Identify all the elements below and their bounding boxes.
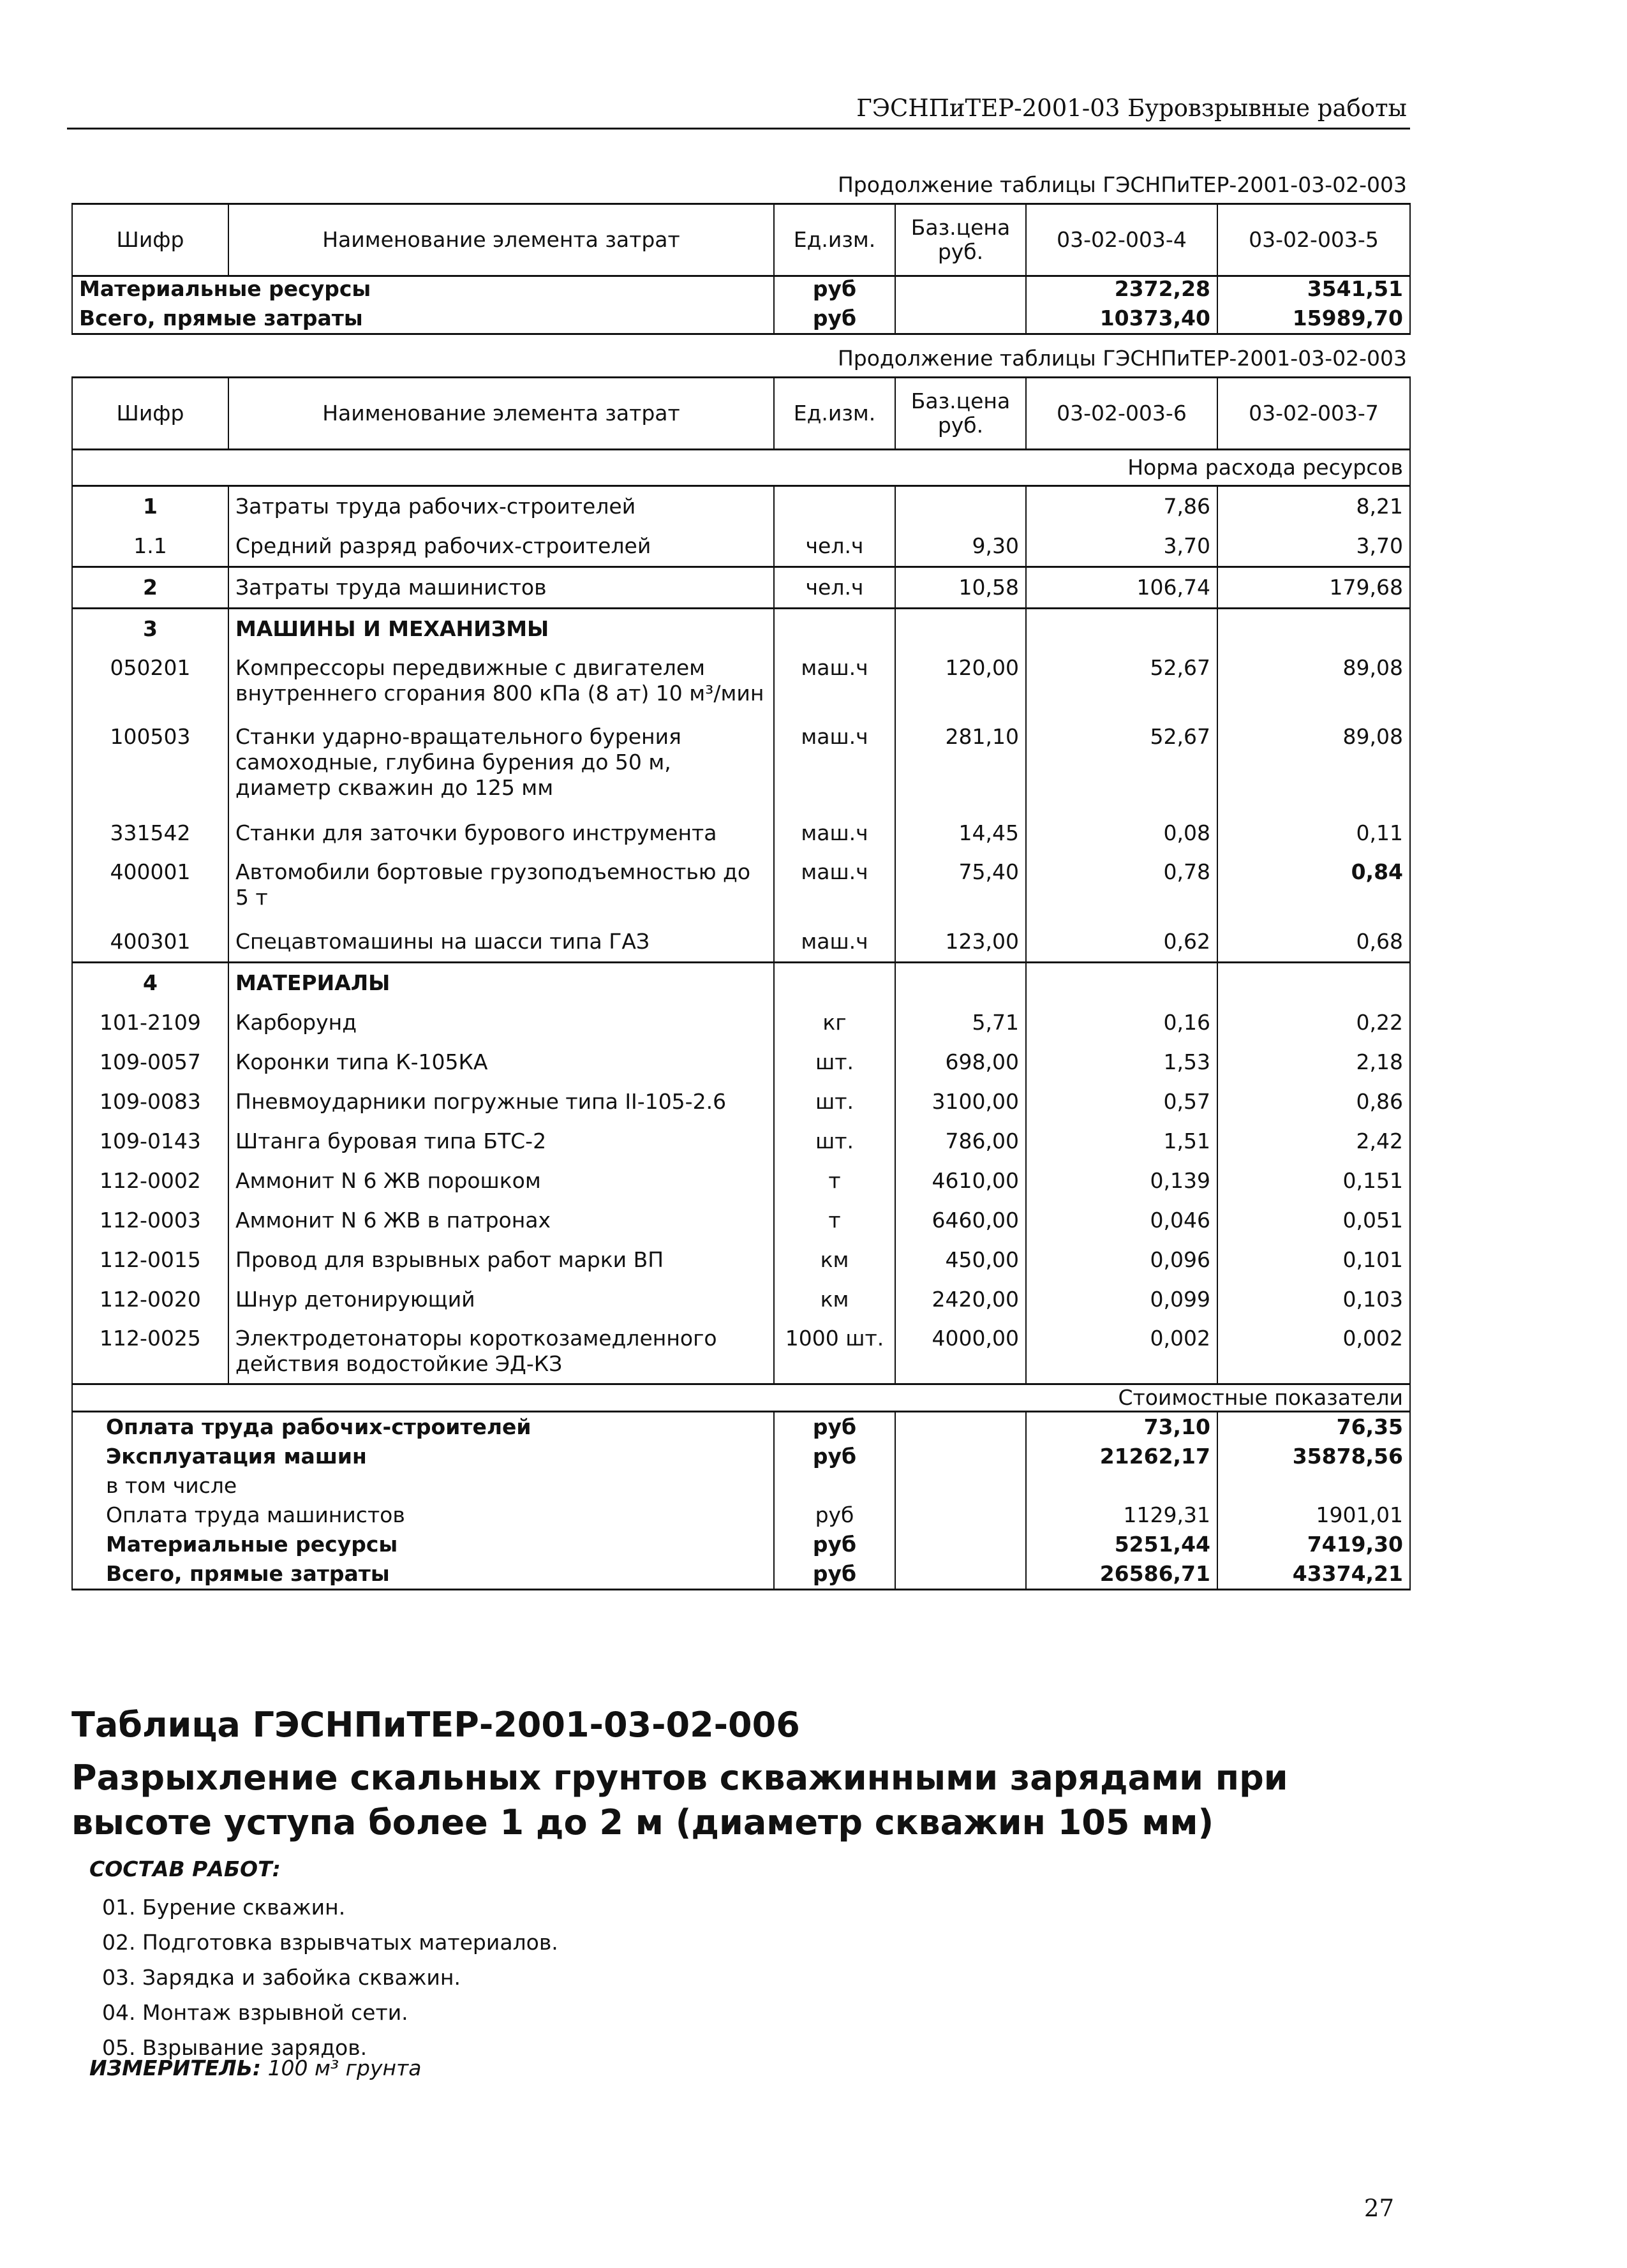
cell-value-2: 0,84 — [1217, 853, 1410, 922]
cell-unit: маш.ч — [774, 718, 895, 813]
cell-unit: руб — [774, 1559, 895, 1590]
cell-value-1: 0,16 — [1026, 1003, 1217, 1042]
cell-price — [895, 1471, 1026, 1501]
col-c1: 03-02-003-4 — [1026, 204, 1217, 276]
col-c1: 03-02-003-6 — [1026, 378, 1217, 450]
cell-unit: км — [774, 1240, 895, 1280]
table-row — [72, 486, 1410, 527]
cell-value-1: 1129,31 — [1026, 1501, 1217, 1530]
col-price: Баз.цена руб. — [895, 204, 1026, 276]
cell-name: Всего, прямые затраты — [72, 304, 774, 334]
cell-price — [895, 1559, 1026, 1590]
cell-value-2: 0,101 — [1217, 1240, 1410, 1280]
running-title: ГЭСНПиТЕР-2001-03 Буровзрывные работы — [856, 94, 1407, 122]
cell-name: Материальные ресурсы — [72, 1530, 774, 1559]
cell-unit: 1000 шт. — [774, 1319, 895, 1384]
cell-code: 4 — [72, 963, 228, 1004]
cell-unit: руб — [774, 1412, 895, 1442]
cell-name: Оплата труда рабочих-строителей — [72, 1412, 774, 1442]
table-row — [72, 1161, 1410, 1201]
cell-value-2: 3,70 — [1217, 526, 1410, 567]
cell-value-2: 179,68 — [1217, 567, 1410, 609]
cell-value-1: 0,57 — [1026, 1082, 1217, 1122]
cell-unit: шт. — [774, 1122, 895, 1161]
cell-value-1: 1,51 — [1026, 1122, 1217, 1161]
cell-price: 120,00 — [895, 649, 1026, 718]
cell-price: 450,00 — [895, 1240, 1026, 1280]
meter-line — [89, 2056, 422, 2080]
cell-unit: шт. — [774, 1042, 895, 1082]
cell-value-1: 0,002 — [1026, 1319, 1217, 1384]
cell-value-2: 89,08 — [1217, 649, 1410, 718]
cell-unit: шт. — [774, 1082, 895, 1122]
cell-price: 4000,00 — [895, 1319, 1026, 1384]
cell-value-2: 89,08 — [1217, 718, 1410, 813]
cell-price: 698,00 — [895, 1042, 1026, 1082]
table-row — [72, 922, 1410, 963]
cell-code: 3 — [72, 609, 228, 649]
cell-name: Спецавтомашины на шасси типа ГАЗ — [228, 922, 774, 963]
col-price: Баз.цена руб. — [895, 378, 1026, 450]
cost-row — [72, 1530, 1410, 1559]
cost-band: Стоимостные показатели — [72, 1384, 1410, 1412]
cell-value-1: 52,67 — [1026, 649, 1217, 718]
cell-value-1: 21262,17 — [1026, 1442, 1217, 1471]
cell-value-2: 0,68 — [1217, 922, 1410, 963]
cell-price — [895, 1530, 1026, 1559]
table-row — [72, 1280, 1410, 1319]
cell-value-1: 73,10 — [1026, 1412, 1217, 1442]
cell-name: Коронки типа К-105КА — [228, 1042, 774, 1082]
cell-name: Карборунд — [228, 1003, 774, 1042]
cell-value-2 — [1217, 963, 1410, 1004]
cell-code: 2 — [72, 567, 228, 609]
cell-price: 14,45 — [895, 813, 1026, 853]
page-number: 27 — [1363, 2195, 1394, 2222]
table-row — [72, 853, 1410, 922]
table-b-continuation: Продолжение таблицы ГЭСНПиТЕР-2001-03-02-003 — [837, 346, 1407, 371]
cell-unit: руб — [774, 1501, 895, 1530]
cell-unit: т — [774, 1161, 895, 1201]
table-row — [72, 718, 1410, 813]
cell-code: 109-0083 — [72, 1082, 228, 1122]
cell-value-1: 0,099 — [1026, 1280, 1217, 1319]
cell-unit — [774, 963, 895, 1004]
cell-value-1: 0,78 — [1026, 853, 1217, 922]
table-row — [72, 567, 1410, 609]
cell-name: Станки ударно-вращательного бурения самоходные, глубина бурения до 50 м, диаметр скважин до 125 мм — [228, 718, 774, 813]
table-a-body — [71, 274, 1411, 335]
cell-code: 109-0057 — [72, 1042, 228, 1082]
work-item: 05. Взрывание зарядов. — [102, 2035, 368, 2060]
cell-price — [895, 1412, 1026, 1442]
work-item: 04. Монтаж взрывной сети. — [102, 2000, 408, 2025]
cell-unit: маш.ч — [774, 813, 895, 853]
table-row — [72, 1201, 1410, 1240]
cell-value-2: 2,18 — [1217, 1042, 1410, 1082]
table-row — [72, 1240, 1410, 1280]
cell-name: в том числе — [72, 1471, 774, 1501]
cell-unit: руб — [774, 1442, 895, 1471]
cell-value-1: 1,53 — [1026, 1042, 1217, 1082]
cell-value-2: 35878,56 — [1217, 1442, 1410, 1471]
cell-unit: маш.ч — [774, 922, 895, 963]
cell-unit: чел.ч — [774, 526, 895, 567]
table-a-header-row — [72, 204, 1410, 276]
cell-value-1 — [1026, 1471, 1217, 1501]
cell-value-1 — [1026, 963, 1217, 1004]
work-item: 01. Бурение скважин. — [102, 1895, 346, 1920]
cell-value-1: 106,74 — [1026, 567, 1217, 609]
cell-unit: маш.ч — [774, 649, 895, 718]
meter-label: ИЗМЕРИТЕЛЬ: — [89, 2056, 262, 2080]
works-list — [102, 1890, 558, 2065]
table-row — [72, 1003, 1410, 1042]
cell-price — [895, 609, 1026, 649]
table-b-header-row — [72, 378, 1410, 450]
cell-name: Электродетонаторы короткозамедленного действия водостойкие ЭД-КЗ — [228, 1319, 774, 1384]
cell-price — [895, 1501, 1026, 1530]
cell-unit: км — [774, 1280, 895, 1319]
cell-name: Средний разряд рабочих-строителей — [228, 526, 774, 567]
col-name: Наименование элемента затрат — [228, 378, 774, 450]
cell-name: МАШИНЫ И МЕХАНИЗМЫ — [228, 609, 774, 649]
cell-name: Станки для заточки бурового инструмента — [228, 813, 774, 853]
cell-price — [895, 304, 1026, 334]
cell-name: Эксплуатация машин — [72, 1442, 774, 1471]
cell-price — [895, 1442, 1026, 1471]
col-c2: 03-02-003-7 — [1217, 378, 1410, 450]
cell-value-2 — [1217, 609, 1410, 649]
cell-name: Аммонит N 6 ЖВ в патронах — [228, 1201, 774, 1240]
cell-name: Материальные ресурсы — [72, 274, 774, 304]
table-row — [72, 1082, 1410, 1122]
cell-price: 5,71 — [895, 1003, 1026, 1042]
cell-name: Аммонит N 6 ЖВ порошком — [228, 1161, 774, 1201]
cell-code: 050201 — [72, 649, 228, 718]
cell-value-2 — [1217, 1471, 1410, 1501]
cell-value-2: 0,051 — [1217, 1201, 1410, 1240]
cell-code: 400001 — [72, 853, 228, 922]
cell-unit: руб — [774, 1530, 895, 1559]
table-row — [72, 609, 1410, 649]
table-row — [72, 304, 1410, 334]
cell-price: 786,00 — [895, 1122, 1026, 1161]
cell-price: 123,00 — [895, 922, 1026, 963]
cell-name: Шнур детонирующий — [228, 1280, 774, 1319]
header-rule — [67, 128, 1410, 130]
cell-value-2: 0,86 — [1217, 1082, 1410, 1122]
cell-unit: чел.ч — [774, 567, 895, 609]
page-header — [0, 0, 1627, 128]
cell-value-1: 10373,40 — [1026, 304, 1217, 334]
cell-price: 9,30 — [895, 526, 1026, 567]
cell-code: 400301 — [72, 922, 228, 963]
cell-name: Затраты труда машинистов — [228, 567, 774, 609]
cell-price: 281,10 — [895, 718, 1026, 813]
cell-value-1: 0,139 — [1026, 1161, 1217, 1201]
cell-code: 112-0002 — [72, 1161, 228, 1201]
table-title: Таблица ГЭСНПиТЕР-2001-03-02-006 — [71, 1705, 800, 1745]
cell-value-2: 8,21 — [1217, 486, 1410, 527]
cell-unit: руб — [774, 274, 895, 304]
table-a-continuation: Продолжение таблицы ГЭСНПиТЕР-2001-03-02-003 — [837, 172, 1407, 197]
cell-value-2: 0,002 — [1217, 1319, 1410, 1384]
cell-value-2: 1901,01 — [1217, 1501, 1410, 1530]
cell-code: 100503 — [72, 718, 228, 813]
cell-value-1: 26586,71 — [1026, 1559, 1217, 1590]
col-code: Шифр — [72, 378, 228, 450]
table-row — [72, 813, 1410, 853]
table-row — [72, 963, 1410, 1004]
norm-band: Норма расхода ресурсов — [72, 450, 1410, 486]
cell-unit: маш.ч — [774, 853, 895, 922]
cell-name: Автомобили бортовые грузоподъемностью до 5 т — [228, 853, 774, 922]
table-row — [72, 526, 1410, 567]
cell-code: 109-0143 — [72, 1122, 228, 1161]
cell-name: Провод для взрывных работ марки ВП — [228, 1240, 774, 1280]
cell-value-1: 3,70 — [1026, 526, 1217, 567]
cell-price: 6460,00 — [895, 1201, 1026, 1240]
cell-name: Компрессоры передвижные с двигателем внутреннего сгорания 800 кПа (8 ат) 10 м³/мин — [228, 649, 774, 718]
meter-value: 100 м³ грунта — [267, 2056, 422, 2080]
cell-value-2: 0,11 — [1217, 813, 1410, 853]
cell-price — [895, 486, 1026, 527]
col-c2: 03-02-003-5 — [1217, 204, 1410, 276]
cell-price: 2420,00 — [895, 1280, 1026, 1319]
works-label: СОСТАВ РАБОТ: — [89, 1857, 281, 1881]
cost-band-row — [72, 1384, 1410, 1412]
cost-row — [72, 1471, 1410, 1501]
table-a — [71, 203, 1411, 277]
cell-unit: руб — [774, 304, 895, 334]
cell-unit — [774, 609, 895, 649]
cell-price — [895, 963, 1026, 1004]
cell-price: 3100,00 — [895, 1082, 1026, 1122]
cell-name: Штанга буровая типа БТС-2 — [228, 1122, 774, 1161]
cell-value-2: 43374,21 — [1217, 1559, 1410, 1590]
cost-row — [72, 1559, 1410, 1590]
table-row — [72, 1319, 1410, 1384]
cell-value-2: 15989,70 — [1217, 304, 1410, 334]
table-subtitle: Разрыхление скальных грунтов скважинными зарядами при высоте уступа более 1 до 2 м (диаметр скважин 105 мм) — [71, 1758, 1288, 1842]
cell-code: 112-0025 — [72, 1319, 228, 1384]
cell-value-2: 76,35 — [1217, 1412, 1410, 1442]
cell-code: 112-0003 — [72, 1201, 228, 1240]
cell-code: 1 — [72, 486, 228, 527]
cell-name: МАТЕРИАЛЫ — [228, 963, 774, 1004]
cell-value-1 — [1026, 609, 1217, 649]
cell-value-1: 52,67 — [1026, 718, 1217, 813]
cost-row — [72, 1501, 1410, 1530]
col-unit: Ед.изм. — [774, 378, 895, 450]
work-item: 02. Подготовка взрывчатых материалов. — [102, 1930, 558, 1955]
cell-value-1: 0,096 — [1026, 1240, 1217, 1280]
cell-price: 75,40 — [895, 853, 1026, 922]
cell-name: Пневмоударники погружные типа II-105-2.6 — [228, 1082, 774, 1122]
table-row — [72, 649, 1410, 718]
cell-value-1: 5251,44 — [1026, 1530, 1217, 1559]
cell-code: 1.1 — [72, 526, 228, 567]
cell-price: 4610,00 — [895, 1161, 1026, 1201]
cell-code: 112-0020 — [72, 1280, 228, 1319]
work-item: 03. Зарядка и забойка скважин. — [102, 1965, 461, 1990]
cost-row — [72, 1442, 1410, 1471]
table-b — [71, 376, 1411, 1590]
cell-unit: кг — [774, 1003, 895, 1042]
cell-value-2: 0,103 — [1217, 1280, 1410, 1319]
cell-unit: т — [774, 1201, 895, 1240]
cell-value-2: 0,22 — [1217, 1003, 1410, 1042]
table-row — [72, 274, 1410, 304]
cell-unit — [774, 1471, 895, 1501]
cell-price — [895, 274, 1026, 304]
norm-band-row — [72, 450, 1410, 486]
cell-code: 101-2109 — [72, 1003, 228, 1042]
cell-value-2: 2,42 — [1217, 1122, 1410, 1161]
cell-value-1: 2372,28 — [1026, 274, 1217, 304]
cell-code: 112-0015 — [72, 1240, 228, 1280]
cell-value-1: 0,08 — [1026, 813, 1217, 853]
cell-value-1: 0,046 — [1026, 1201, 1217, 1240]
cell-unit — [774, 486, 895, 527]
table-row — [72, 1042, 1410, 1082]
table-row — [72, 1122, 1410, 1161]
col-unit: Ед.изм. — [774, 204, 895, 276]
cell-value-2: 3541,51 — [1217, 274, 1410, 304]
cell-value-2: 0,151 — [1217, 1161, 1410, 1201]
col-code: Шифр — [72, 204, 228, 276]
col-name: Наименование элемента затрат — [228, 204, 774, 276]
cost-row — [72, 1412, 1410, 1442]
cell-code: 331542 — [72, 813, 228, 853]
cell-value-1: 7,86 — [1026, 486, 1217, 527]
cell-name: Затраты труда рабочих-строителей — [228, 486, 774, 527]
cell-price: 10,58 — [895, 567, 1026, 609]
cell-value-2: 7419,30 — [1217, 1530, 1410, 1559]
cell-value-1: 0,62 — [1026, 922, 1217, 963]
cell-name: Оплата труда машинистов — [72, 1501, 774, 1530]
cell-name: Всего, прямые затраты — [72, 1559, 774, 1590]
